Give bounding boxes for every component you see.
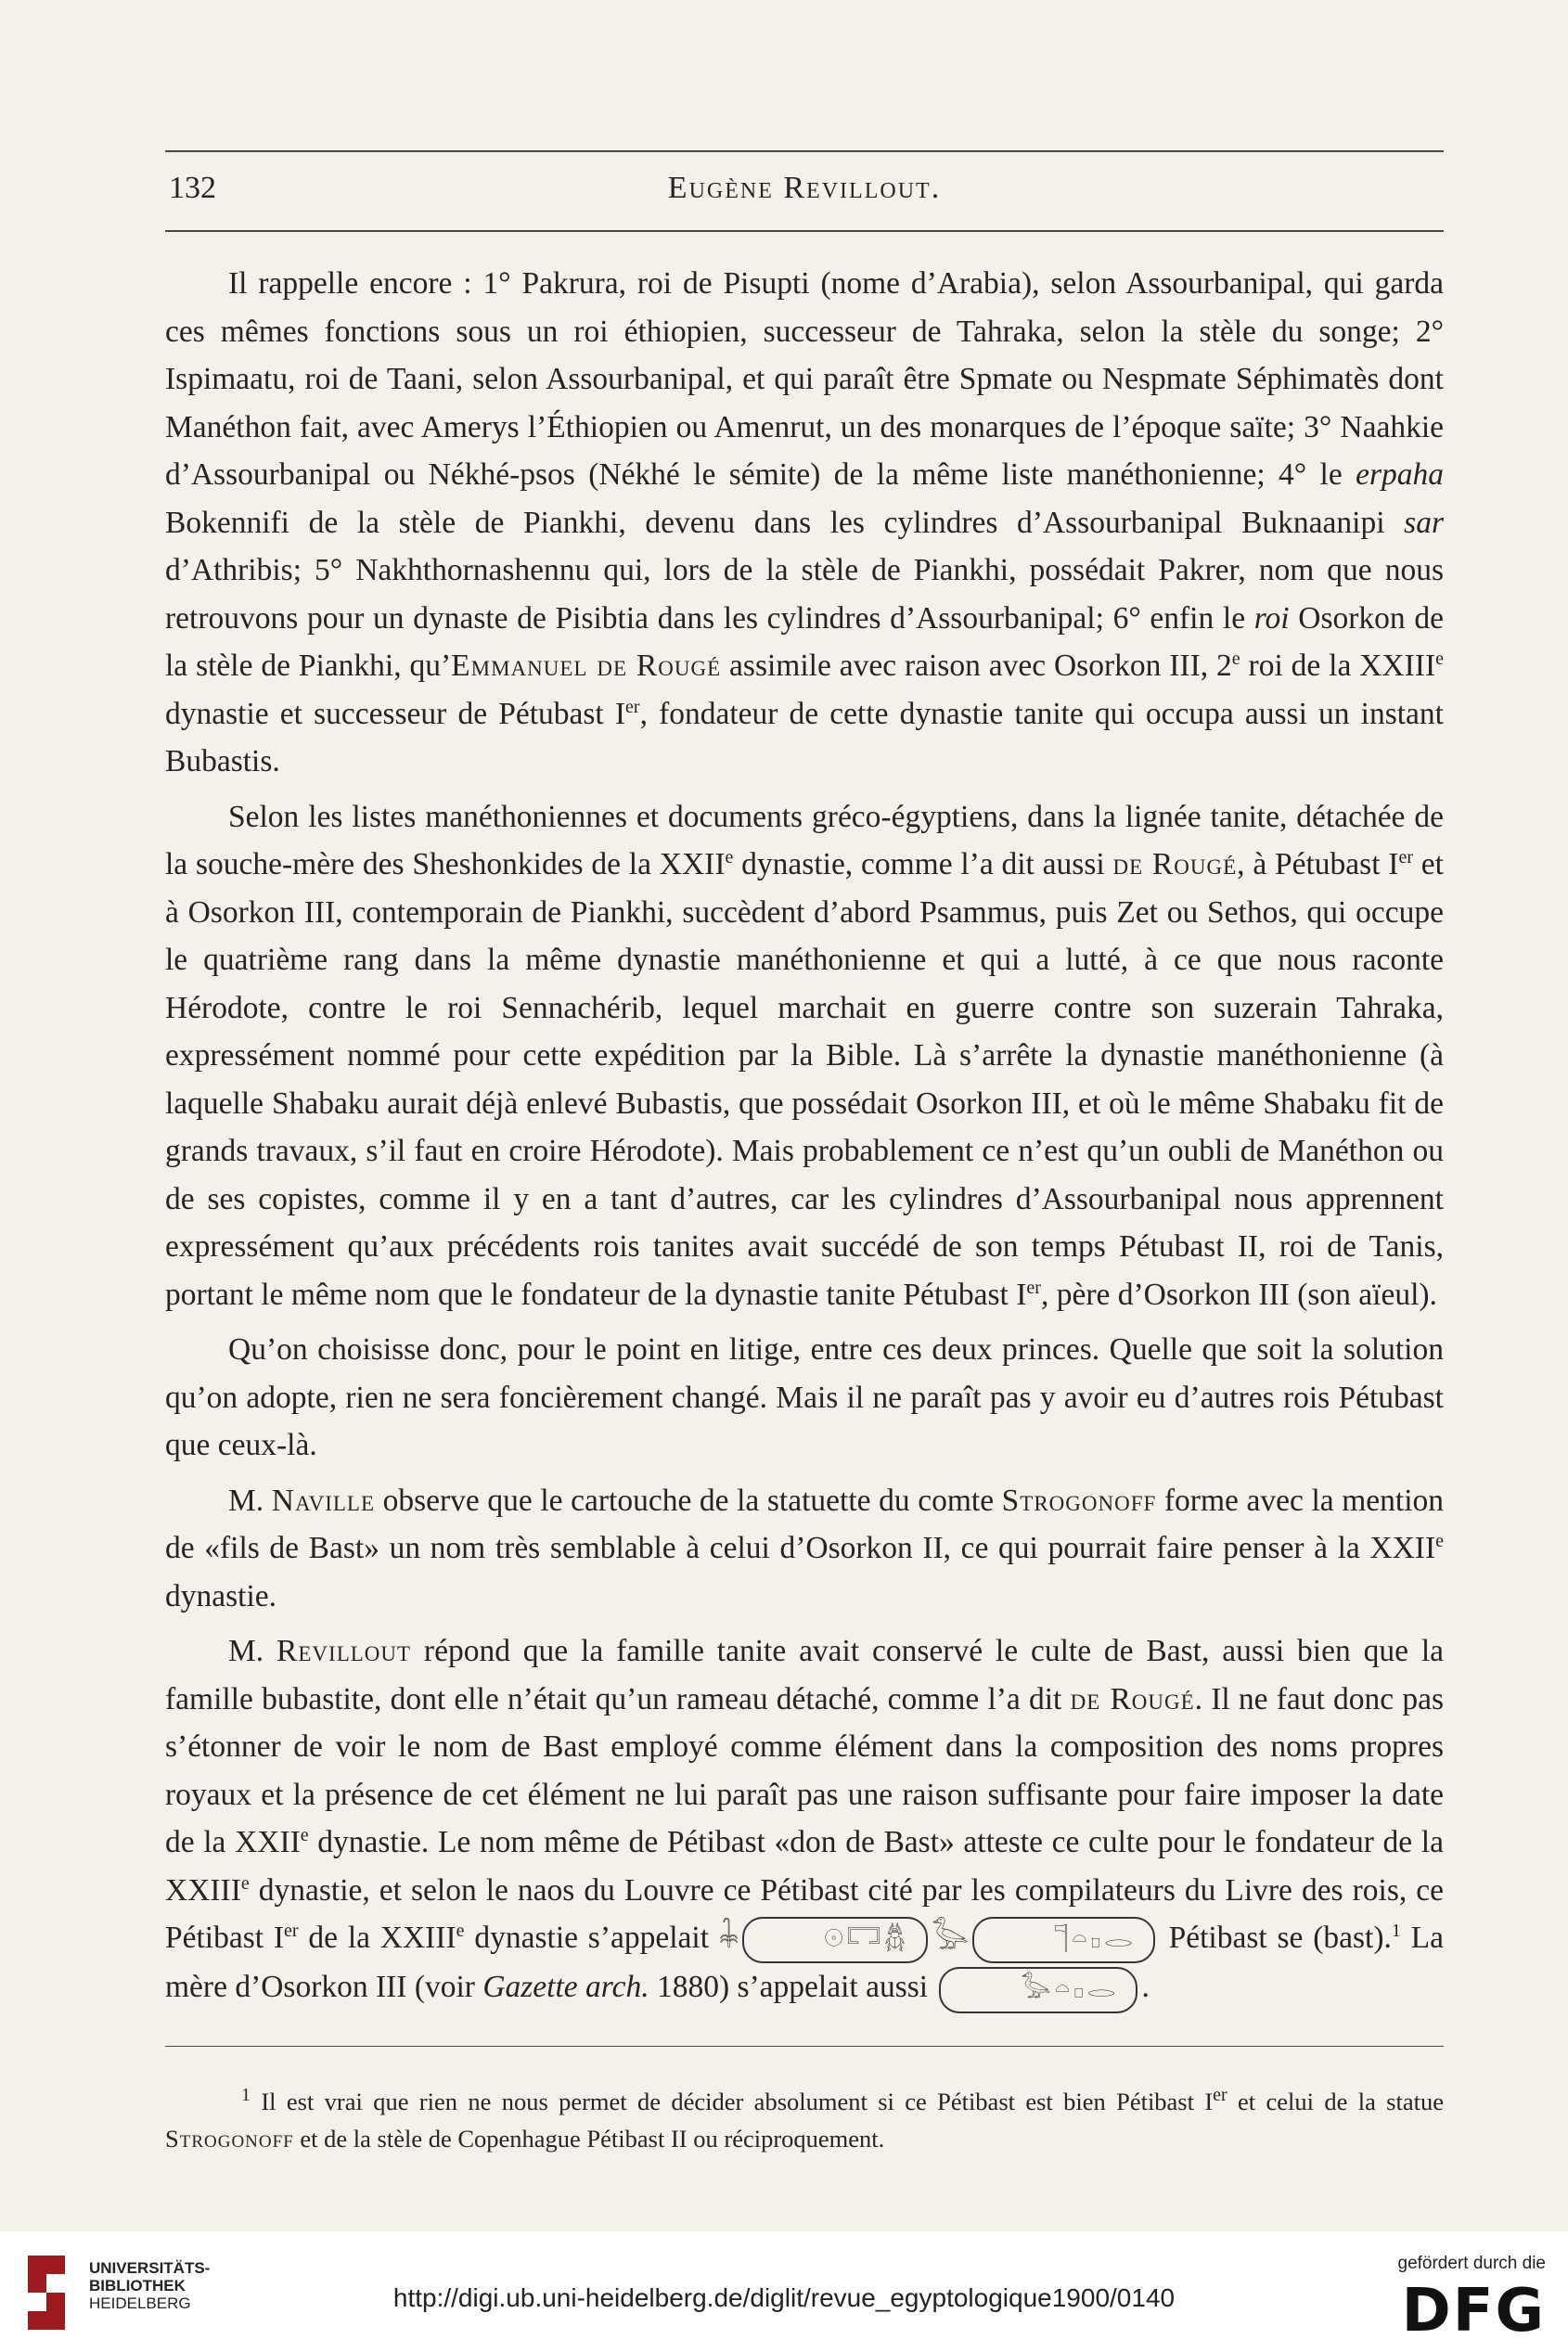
header-rule-top: [165, 150, 1444, 152]
author-name: Naville: [271, 1483, 376, 1518]
paragraph-3: Qu’on choisisse donc, pour le point en litige, entre ces deux princes. Quelle que soit la solution qu’on adopte, rien ne sera foncièrement changé. Mais il ne paraît pas y avoir eu d’autres rois Pétubast que ceux-là.: [165, 1332, 1444, 1462]
source-url-link[interactable]: http://digi.ub.uni-heidelberg.de/diglit/revue_egyptologique1900/0140: [392, 2283, 1176, 2312]
paragraph-2: Selon les listes manéthoniennes et documents gréco-égyptiens, dans la lignée tanite, détachée de la souche-mère des Sheshonkides de la XXIIe dynastie, comme l’a dit aussi de Rougé, à Pétubast Ier et à Osorkon III, contemporain de Piankhi, succèdent d’abord Psammus, puis Zet ou Sethos, qui occupe le quatrième rang dans la même dynastie manéthonienne et qui a lutté, à ce que nous raconte Hérodote, contre le roi Sennachérib, lequel marchait en guerre contre son suzerain Tahraka, expressément nommé pour cette expédition par la Bible. Là s’arrête la dynastie manéthonienne (à laquelle Shabaku aurait déjà enlevé Bubastis, que possédait Osorkon III, et où le même Shabaku fit de grands travaux, s’il faut en croire Hérodote). Mais probablement ce n’est qu’un oubli de Manéthon ou de ses copistes, comme il y en a tant d’autres, car les cylindres d’Assourbanipal nous apprennent expressément qu’aux précédents rois tanites avait succédé de son temps Pétubast II, roi de Tanis, portant le même nom que le fondateur de la dynastie tanite Pétubast Ier, père d’Osorkon III (son aïeul).: [165, 799, 1444, 1312]
author-name: Revillout: [276, 1634, 412, 1668]
author-name: Strogonoff: [1001, 1483, 1157, 1518]
header-rule-bottom: [165, 230, 1444, 232]
paragraph-5: M. Revillout répond que la famille tanite avait conservé le culte de Bast, aussi bien que la famille bubastite, dont elle n’était qu’un rameau détaché, comme l’a dit de Rougé. Il ne faut donc pas s’étonner de voir le nom de Bast employé comme élément dans la composition des noms propres royaux et la présence de cet élément ne lui paraît pas une raison suffisante pour faire imposer la date de la XXIIe dynastie. Le nom même de Pétibast «don de Bast» atteste ce culte pour le fondateur de la XXIIIe dynastie, et selon le naos du Louvre ce Pétibast cité par les compilateurs du Livre des rois, ce Pétibast Ier de la XXIIIe dynastie s’appelait 𓇓 𓇳𓉐𓆣 𓅭 𓊹𓏏𓊪𓂋 Pétibast se (bast).$^1$ La mère d’Osorkon III (voir Gazette arch. 1880) s’appelait aussi 𓅭𓏏𓊪𓂋 .: [165, 1627, 1444, 2013]
author-name: Strogonoff: [165, 2125, 294, 2153]
sponsor-caption: gefördert durch die: [1397, 2254, 1546, 2273]
hieroglyph-reed-icon: 𓇓: [718, 1920, 739, 1955]
author-name: de Rougé: [1112, 847, 1238, 881]
author-name: de Rougé: [1070, 1681, 1195, 1716]
library-name: UNIVERSITÄTS- BIBLIOTHEK HEIDELBERG: [89, 2259, 211, 2312]
hieroglyph-cartouche-icon: 𓅭𓏏𓊪𓂋: [939, 1967, 1137, 2013]
dfg-logo: DFG: [1401, 2277, 1546, 2346]
hieroglyph-cartouche-icon: 𓇳𓉐𓆣: [742, 1917, 928, 1963]
paragraph-4: M. Naville observe que le cartouche de la statuette du comte Strogonoff forme avec la mention de «fils de Bast» un nom très semblable à celui d’Osorkon II, ce qui pourrait faire penser à la XXIIe dynastie.: [165, 1483, 1444, 1613]
footnote: $^1$ Il est vrai que rien ne nous permet de décider absolument si ce Pétibast est bien Pétibast Ier et celui de la statue Strogonoff et de la stèle de Copenhague Pétibast II ou réciproquement.: [165, 2085, 1444, 2153]
author-name: Emmanuel de Rougé: [451, 649, 722, 683]
hieroglyph-cartouche-icon: 𓊹𓏏𓊪𓂋: [972, 1917, 1155, 1963]
paragraph-1: Il rappelle encore : 1° Pakrura, roi de Pisupti (nome d’Arabia), selon Assourbanipal, qui garda ces mêmes fonctions sous un roi éthiopien, successeur de Tahraka, selon la stèle du songe; 2° Ispimaatu, roi de Taani, selon Assourbanipal, et qui paraît être Spmate ou Nespmate Séphimatès dont Manéthon fait, avec Amerys l’Éthiopien ou Amenrut, un des monarques de l’époque saïte; 3° Naahkie d’Assourbanipal ou Nékhé-psos (Nékhé le sémite) de la même liste manéthonienne; 4° le erpaha Bokennifi de la stèle de Piankhi, devenu dans les cylindres d’Assourbanipal Buknaanipi sar d’Athribis; 5° Nakhthornashennu qui, lors de la stèle de Piankhi, possédait Pakrer, nom que nous retrouvons pour un dynaste de Pisibtia dans les cylindres d’Assourbanipal; 6° enfin le roi Osorkon de la stèle de Piankhi, qu’Emmanuel de Rougé assimile avec raison avec Osorkon III, 2e roi de la XXIIIe dynastie et successeur de Pétubast Ier, fondateur de cette dynastie tanite qui occupa aussi un instant Bubastis.: [165, 266, 1444, 778]
main-text: [165, 260, 1444, 2021]
page-number: 132: [169, 171, 216, 205]
footnote-rule: [165, 2046, 1444, 2047]
running-title-author: Eugène Revillout.: [667, 171, 942, 205]
hieroglyph-goose-icon: 𓅭: [932, 1920, 970, 1955]
digitization-footer: [0, 2231, 1568, 2352]
running-head: [165, 167, 1444, 213]
